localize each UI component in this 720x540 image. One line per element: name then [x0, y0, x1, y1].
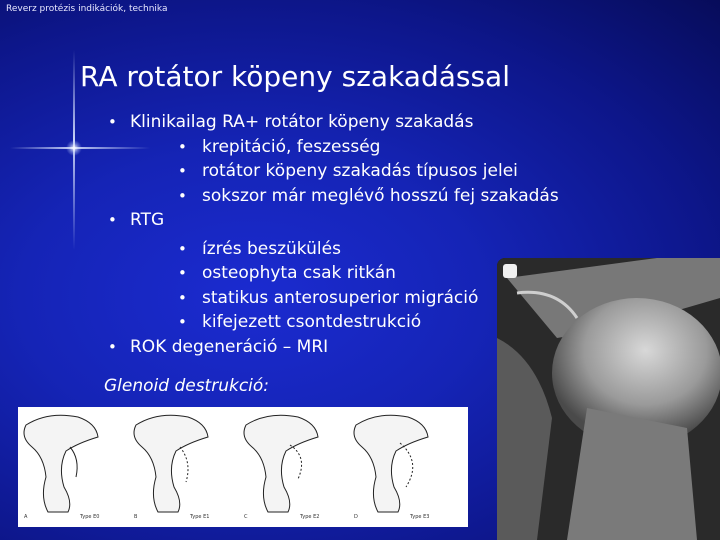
bullet-item — [0, 110, 720, 135]
bullet-text: Klinikailag RA+ rotátor köpeny szakadás — [130, 112, 474, 132]
bullet-marker: • — [178, 162, 187, 180]
sub-bullet-item — [0, 135, 720, 160]
bullet-marker: • — [178, 264, 187, 282]
glenoid-label: Glenoid destrukció: — [104, 376, 270, 396]
slide-header: Reverz protézis indikációk, technika — [6, 4, 168, 14]
sub-bullet-item — [0, 310, 720, 335]
panel-letter: B — [134, 514, 138, 520]
sub-bullet-item — [0, 184, 720, 209]
sub-bullet-item — [0, 159, 720, 184]
bullet-text: krepitáció, feszesség — [202, 136, 381, 157]
glenoid-classification-diagram — [18, 407, 468, 527]
slide-title: RA rotátor köpeny szakadással — [80, 60, 510, 93]
bullet-marker: • — [178, 137, 187, 156]
glenoid-sketches — [18, 407, 468, 527]
panel-letter: C — [244, 514, 248, 520]
bullet-text: osteophyta csak ritkán — [202, 263, 396, 283]
bullet-marker: • — [178, 186, 187, 205]
sub-bullet-item — [0, 237, 720, 262]
bullet-marker: • — [178, 313, 187, 331]
bullet-text: RTG — [130, 210, 165, 230]
bullet-marker: • — [108, 337, 117, 356]
bullet-text: ízrés beszükülés — [202, 238, 341, 259]
panel-type-label: Type E0 — [80, 514, 100, 520]
sub-bullet-item — [0, 261, 720, 286]
panel-letter: A — [24, 514, 28, 520]
bullet-item — [0, 335, 720, 360]
panel-type-label: Type E1 — [190, 514, 210, 520]
panel-letter: D — [354, 514, 358, 520]
panel-type-label: Type E3 — [410, 514, 430, 520]
bullet-marker: • — [108, 113, 117, 131]
bullet-marker: • — [178, 288, 187, 307]
bullet-marker: • — [108, 211, 117, 229]
panel-type-label: Type E2 — [300, 514, 320, 520]
bullet-text: ROK degeneráció – MRI — [130, 336, 329, 357]
bullet-text: rotátor köpeny szakadás típusos jelei — [202, 161, 518, 181]
sub-bullet-item — [0, 286, 720, 311]
bullet-text: sokszor már meglévő hosszú fej szakadás — [202, 185, 559, 206]
bullet-list — [0, 110, 720, 359]
bullet-marker: • — [178, 239, 187, 258]
bullet-text: statikus anterosuperior migráció — [202, 287, 479, 308]
bullet-text: kifejezett csontdestrukció — [202, 312, 422, 332]
bullet-item — [0, 208, 720, 233]
